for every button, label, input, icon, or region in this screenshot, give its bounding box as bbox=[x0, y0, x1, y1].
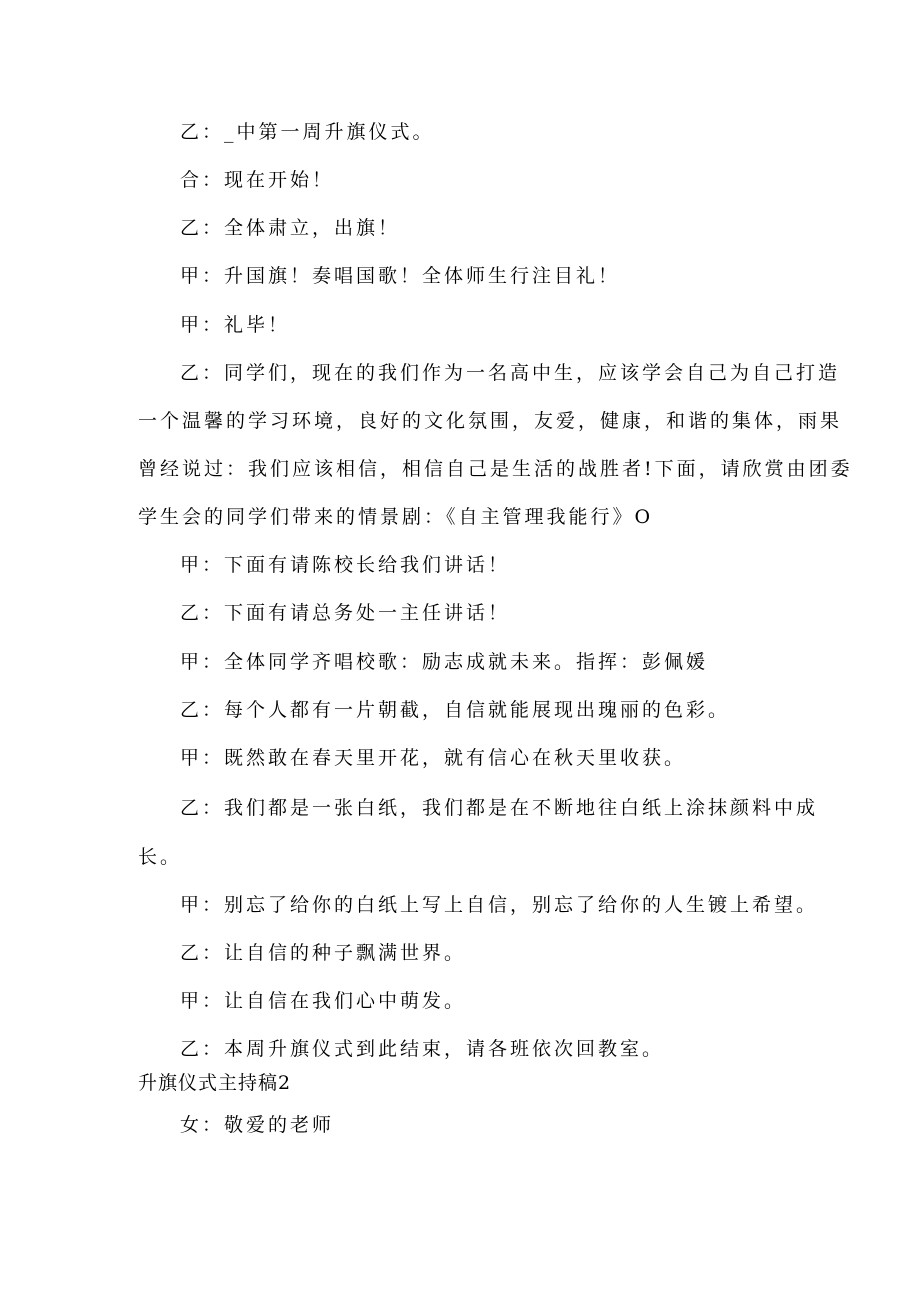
script-line: 乙：同学们，现在的我们作为一名高中生，应该学会自己为自己打造 bbox=[180, 362, 841, 384]
script-line: 甲：既然敢在春天里开花，就有信心在秋天里收获。 bbox=[180, 747, 687, 769]
script-line: 乙：本周升旗仪式到此结束，请各班依次回教室。 bbox=[180, 1038, 665, 1060]
script-line: 甲：让自信在我们心中萌发。 bbox=[180, 990, 467, 1012]
script-line: 长。 bbox=[138, 846, 183, 868]
script-line: 乙：全体肃立，出旗！ bbox=[180, 217, 401, 239]
section-heading: 升旗仪式主持稿2 bbox=[138, 1072, 292, 1094]
script-line: 合：现在开始！ bbox=[180, 169, 335, 191]
script-line: 曾经说过：我们应该相信，相信自己是生活的战胜者!下面，请欣赏由团委 bbox=[138, 458, 853, 480]
script-line: 女：敬爱的老师 bbox=[180, 1114, 335, 1136]
script-line: 一个温馨的学习环境，良好的文化氛围，友爱，健康，和谐的集体，雨果 bbox=[138, 410, 843, 432]
script-line: 乙：每个人都有一片朝截，自信就能展现出瑰丽的色彩。 bbox=[180, 699, 731, 721]
script-line: 乙：下面有请总务处一主任讲话！ bbox=[180, 602, 511, 624]
script-line: 甲：下面有请陈校长给我们讲话！ bbox=[180, 554, 511, 576]
script-line: 学生会的同学们带来的情景剧：《自主管理我能行》O bbox=[138, 506, 654, 528]
script-line: 乙：让自信的种子飘满世界。 bbox=[180, 942, 467, 964]
script-line: 甲：全体同学齐唱校歌：励志成就未来。指挥：彭佩媛 bbox=[180, 651, 709, 673]
script-line: 甲：别忘了给你的白纸上写上自信，别忘了给你的人生镀上希望。 bbox=[180, 894, 819, 916]
script-line: 乙：_中第一周升旗仪式。 bbox=[180, 121, 435, 143]
script-line: 甲：升国旗！奏唱国歌！全体师生行注目礼！ bbox=[180, 265, 621, 287]
script-line: 乙：我们都是一张白纸，我们都是在不断地往白纸上涂抹颜料中成 bbox=[180, 797, 819, 819]
script-line: 甲：礼毕！ bbox=[180, 314, 291, 336]
